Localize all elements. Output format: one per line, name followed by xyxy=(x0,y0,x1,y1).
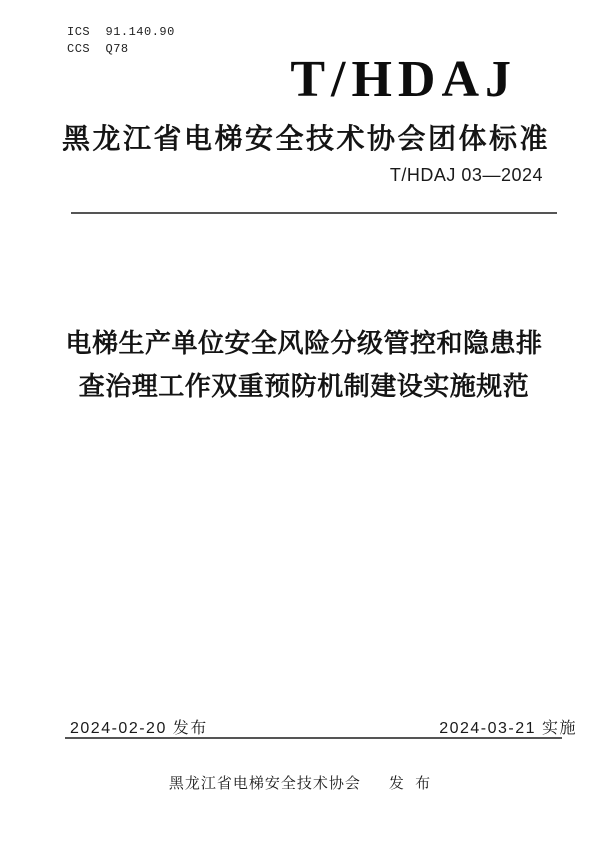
issue-date: 2024-02-20 发布 xyxy=(70,720,208,737)
publisher-row xyxy=(0,772,600,793)
header-divider xyxy=(71,212,557,214)
org-banner: 黑龙江省电梯安全技术协会团体标准 xyxy=(62,123,551,154)
publisher-name: 黑龙江省电梯安全技术协会 xyxy=(168,775,361,792)
document-title-line2: 查治理工作双重预防机制建设实施规范 xyxy=(78,371,530,401)
ccs-code: CCS Q78 xyxy=(67,42,129,56)
publish-label: 发 布 xyxy=(388,775,432,792)
classification-codes xyxy=(67,24,175,58)
ics-code: ICS 91.140.90 xyxy=(67,25,175,39)
document-title xyxy=(30,322,578,408)
standard-body-logo: T/HDAJ xyxy=(290,51,517,108)
footer-divider xyxy=(65,737,562,739)
standard-number: T/HDAJ 03—2024 xyxy=(389,165,543,185)
implement-date: 2024-03-21 实施 xyxy=(439,720,577,737)
dates-row xyxy=(70,715,577,738)
document-title-line1: 电梯生产单位安全风险分级管控和隐患排 xyxy=(65,328,543,358)
